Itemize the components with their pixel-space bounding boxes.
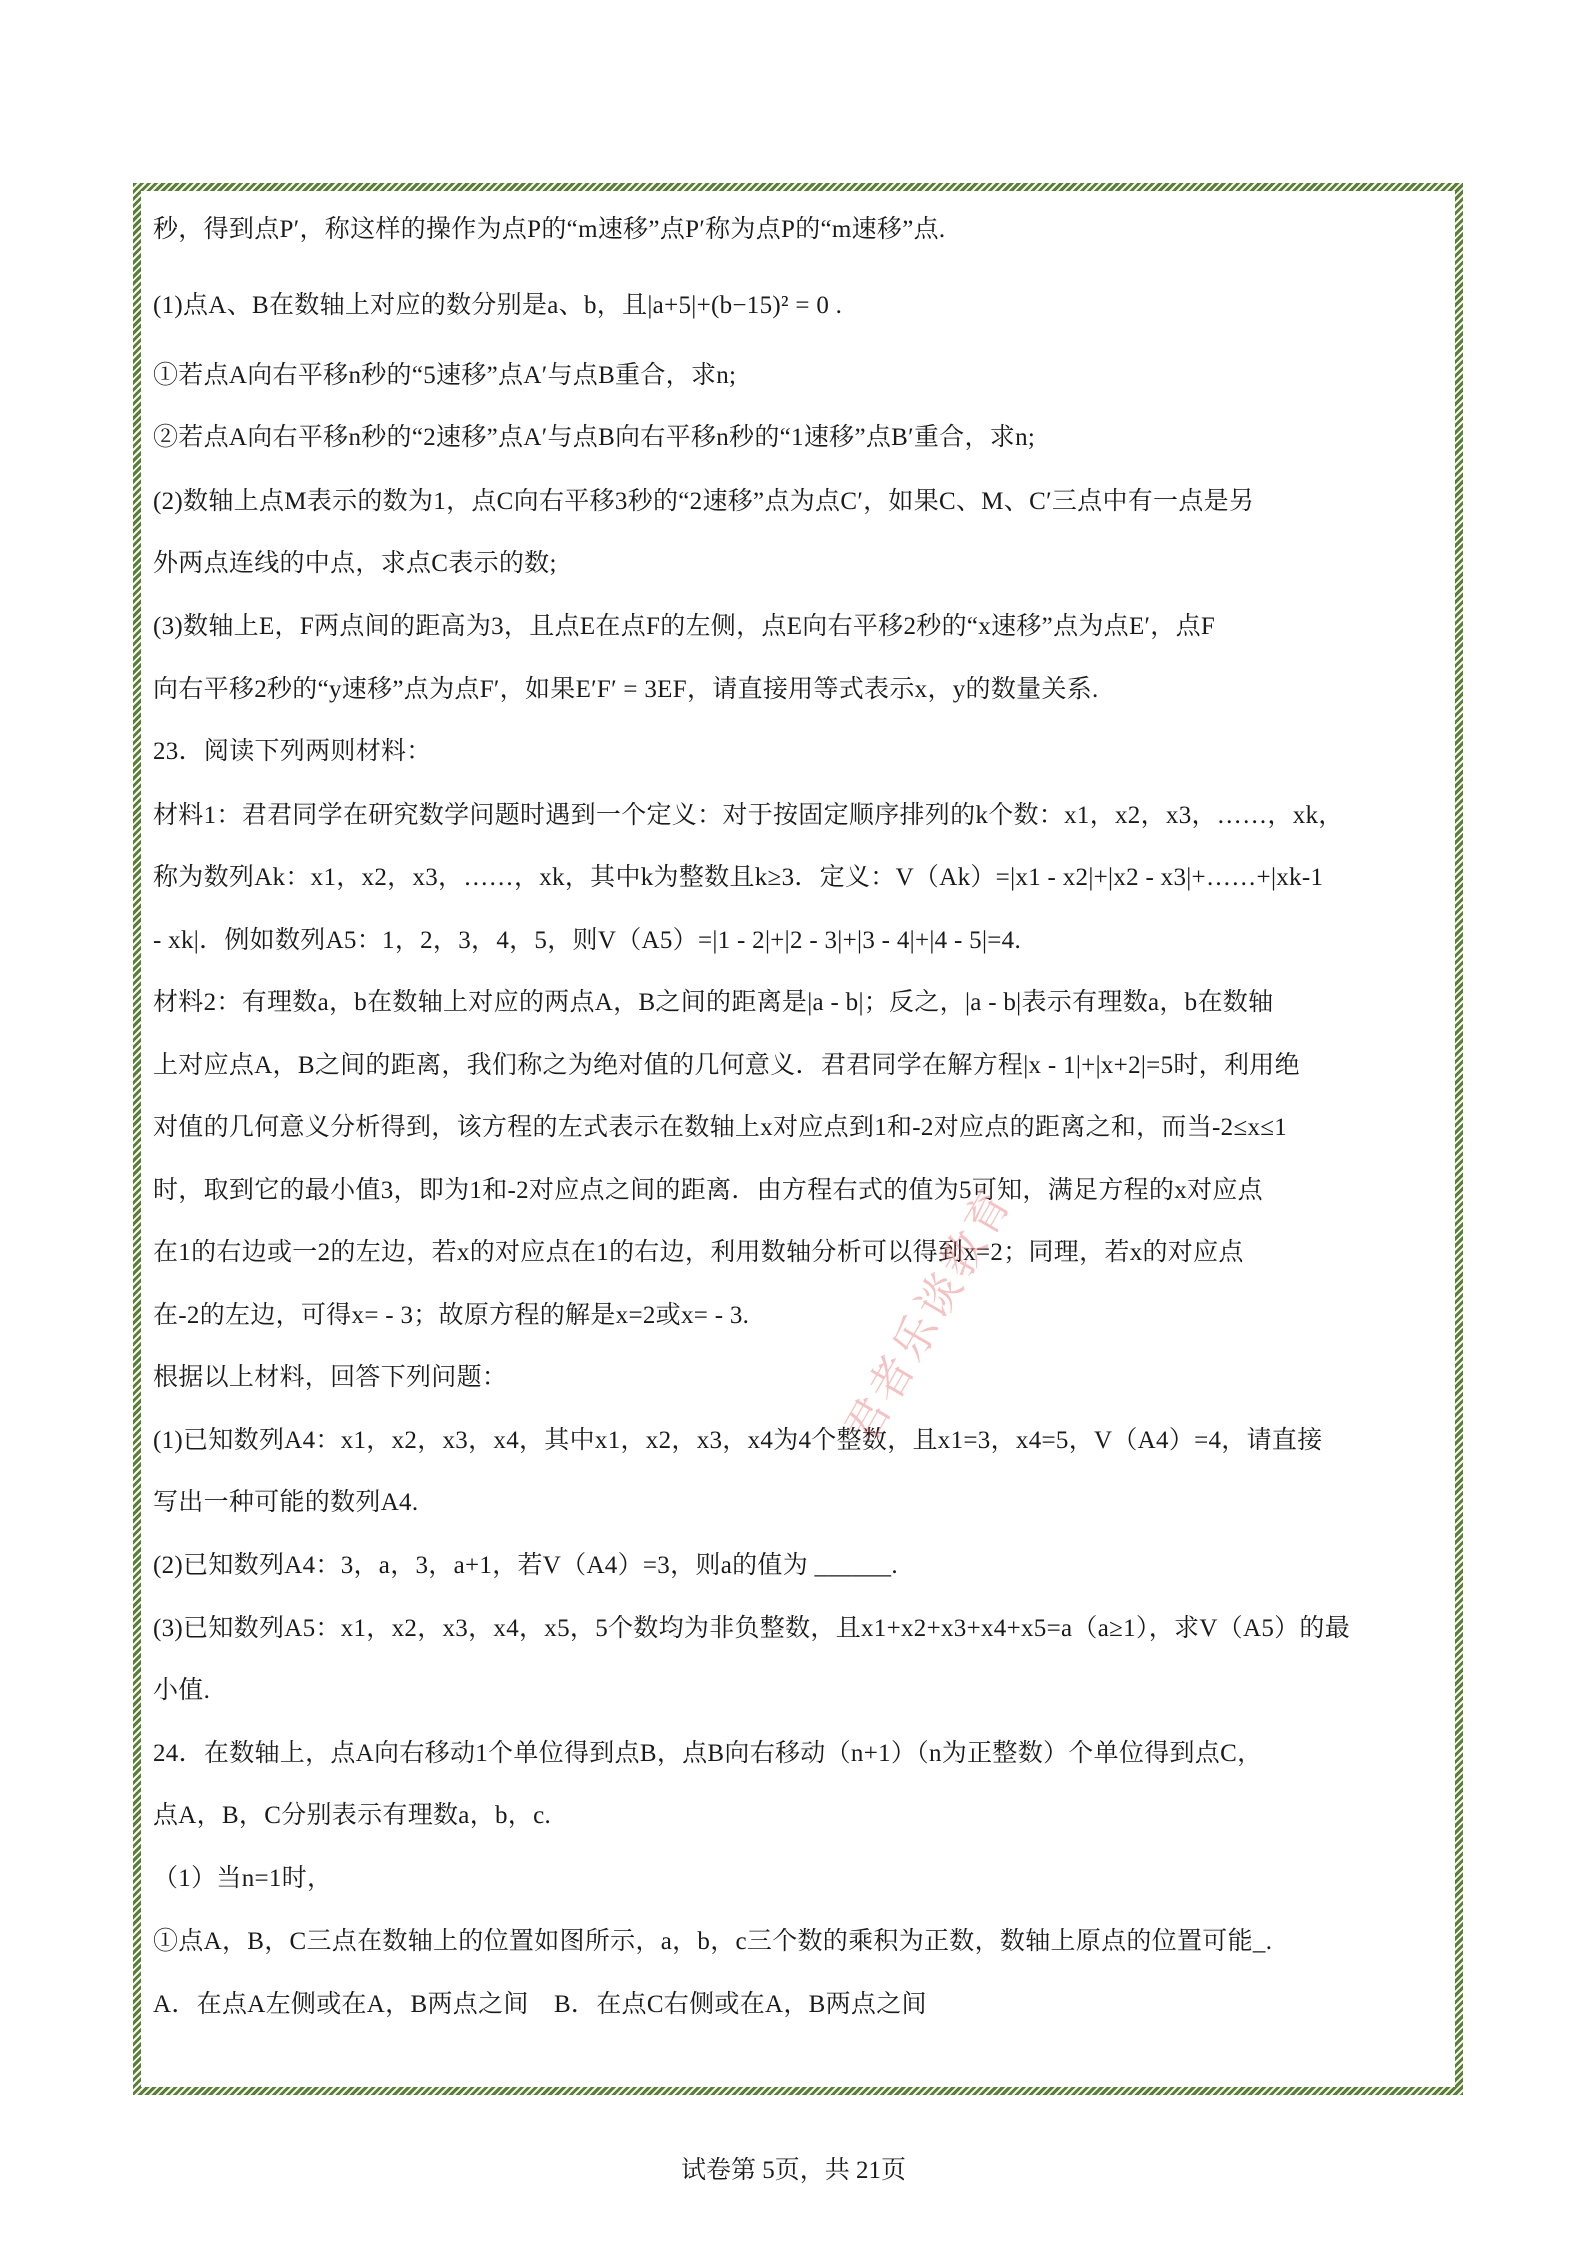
page-footer: 试卷第 5页，共 21页: [680, 2157, 906, 2184]
text-line: （1）当n=1时，: [153, 1865, 333, 1892]
text-line: 在-2的左边，可得x= - 3；故原方程的解是x=2或x= - 3.: [153, 1302, 750, 1329]
page-content: [141, 191, 1455, 2087]
watermark-text: 君者乐谈教育: [834, 1177, 1023, 1453]
text-line: (1)已知数列A4：x1，x2，x3，x4，其中x1，x2，x3，x4为4个整数，且x1=3，x4=5，V（A4）=4，请直接: [153, 1427, 1323, 1454]
text-line: 上对应点A，B之间的距离，我们称之为绝对值的几何意义．君君同学在解方程|x - 1|+|x+2|=5时，利用绝: [153, 1052, 1300, 1079]
text-line: 材料2：有理数a，b在数轴上对应的两点A，B之间的距离是|a - b|；反之，|a - b|表示有理数a，b在数轴: [153, 989, 1274, 1016]
fill-blank-line: (2)已知数列A4：3，a，3，a+1，若V（A4）=3，则a的值为 ______.: [153, 1552, 898, 1579]
text-line: - xk|．例如数列A5：1，2，3，4，5，则V（A5）=|1 - 2|+|2 - 3|+|3 - 4|+|4 - 5|=4.: [153, 927, 1022, 954]
text-line: 向右平移2秒的“y速移”点为点F′，如果E′F′ = 3EF，请直接用等式表示x，y的数量关系.: [153, 676, 1099, 703]
question-24-heading: 24．在数轴上，点A向右移动1个单位得到点B，点B向右移动（n+1）（n为正整数）个单位得到点C，: [153, 1740, 1263, 1767]
text-line: ②若点A向右平移n秒的“2速移”点A′与点B向右平移n秒的“1速移”点B′重合，求n;: [153, 424, 1036, 451]
text-line: 材料1：君君同学在研究数学问题时遇到一个定义：对于按固定顺序排列的k个数：x1，x2，x3，……，xk，: [153, 802, 1344, 829]
text-line: 根据以上材料，回答下列问题：: [153, 1364, 508, 1391]
text-line: (3)已知数列A5：x1，x2，x3，x4，x5，5个数均为非负整数，且x1+x2+x3+x4+x5=a（a≥1），求V（A5）的最: [153, 1615, 1351, 1642]
text-line: 秒，得到点P′，称这样的操作为点P的“m速移”点P′称为点P的“m速移”点.: [153, 216, 946, 243]
answer-options: A．在点A左侧或在A，B两点之间 B．在点C右侧或在A，B两点之间: [153, 1991, 927, 2018]
text-line: 外两点连线的中点，求点C表示的数;: [153, 550, 557, 577]
text-line: (2)数轴上点M表示的数为1，点C向右平移3秒的“2速移”点为点C′，如果C、M、C′三点中有一点是另: [153, 488, 1255, 515]
text-line: 点A，B，C分别表示有理数a，b，c.: [153, 1802, 552, 1829]
page-border-frame: [133, 183, 1463, 2095]
text-line: 时，取到它的最小值3，即为1和-2对应点之间的距离．由方程右式的值为5可知，满足方程的x对应点: [153, 1177, 1263, 1204]
text-line: 称为数列Ak：x1，x2，x3，……，xk，其中k为整数且k≥3．定义：V（Ak）=|x1 - x2|+|x2 - x3|+……+|xk-1: [153, 864, 1324, 891]
text-line: (3)数轴上E，F两点间的距高为3，且点E在点F的左侧，点E向右平移2秒的“x速移”点为点E′，点F: [153, 613, 1216, 640]
text-line: 对值的几何意义分析得到，该方程的左式表示在数轴上x对应点到1和-2对应点的距离之和，而当-2≤x≤1: [153, 1114, 1288, 1141]
text-line: 在1的右边或一2的左边，若x的对应点在1的右边，利用数轴分析可以得到x=2；同理，若x的对应点: [153, 1239, 1244, 1266]
text-line: ①若点A向右平移n秒的“5速移”点A′与点B重合，求n;: [153, 362, 737, 389]
text-line: ①点A，B，C三点在数轴上的位置如图所示，a，b，c三个数的乘积为正数，数轴上原点的位置可能_.: [153, 1928, 1273, 1955]
question-23-heading: 23．阅读下列两则材料：: [153, 738, 432, 765]
text-line: 小值.: [153, 1677, 211, 1704]
text-line: (1)点A、B在数轴上对应的数分别是a、b，且|a+5|+(b−15)² = 0 .: [153, 292, 843, 319]
text-line: 写出一种可能的数列A4.: [153, 1489, 419, 1516]
